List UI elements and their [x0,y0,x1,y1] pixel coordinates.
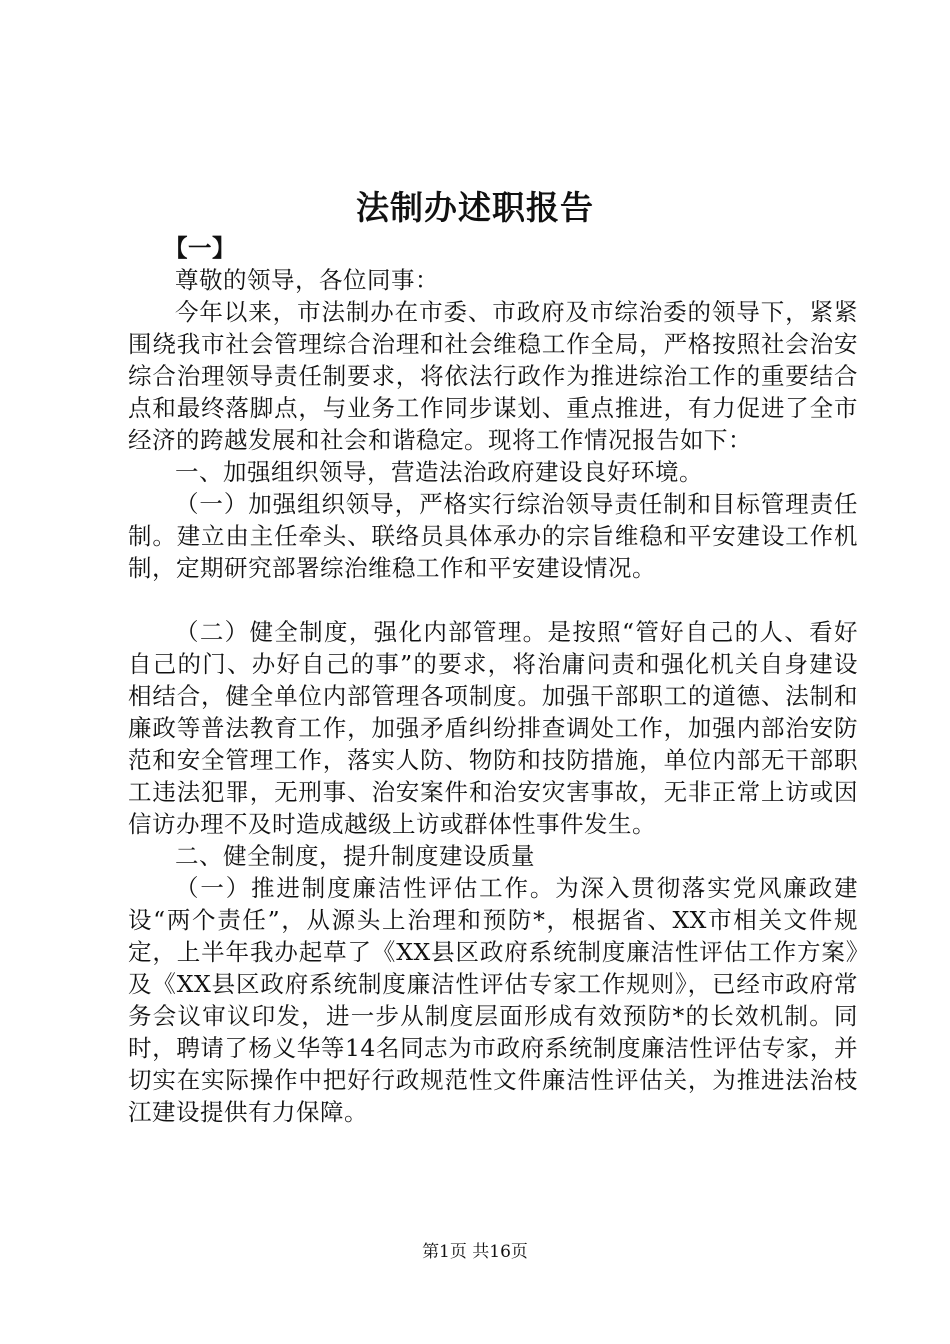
paragraph-1-2: （二）健全制度，强化内部管理。是按照“管好自己的人、看好自己的门、办好自己的事”的要求，将治庸问责和强化机关自身建设相结合，健全单位内部管理各项制度。加强干部职工的道德、法制和廉政等普法教育工作，加强矛盾纠纷排查调处工作，加强内部治安防范和安全管理工作，落实人防、物防和技防措施，单位内部无干部职工违法犯罪，无刑事、治安案件和治安灾害事故，无非正常上访或因信访办理不及时造成越级上访或群体性事件发生。 [128,618,858,838]
paragraph-2-1: （一）推进制度廉洁性评估工作。为深入贯彻落实党风廉政建设“两个责任”，从源头上治理和预防*，根据省、XX市相关文件规定，上半年我办起草了《XX县区政府系统制度廉洁性评估工作方案》及《XX县区政府系统制度廉洁性评估专家工作规则》，已经市政府常务会议审议印发，进一步从制度层面形成有效预防*的长效机制。同时，聘请了杨义华等14名同志为市政府系统制度廉洁性评估专家，并切实在实际操作中把好行政规范性文件廉洁性评估关，为推进法治枝江建设提供有力保障。 [128,874,858,1126]
paragraph-intro: 今年以来，市法制办在市委、市政府及市综治委的领导下，紧紧围绕我市社会管理综合治理和社会维稳工作全局，严格按照社会治安综合治理领导责任制要求，将依法行政作为推进综治工作的重要结合点和最终落脚点，与业务工作同步谋划、重点推进，有力促进了全市经济的跨越发展和社会和谐稳定。现将工作情况报告如下： [128,298,858,454]
section-marker: 【一】 [164,234,236,262]
heading-section-1: 一、加强组织领导，营造法治政府建设良好环境。 [175,458,703,486]
paragraph-1-1: （一）加强组织领导，严格实行综治领导责任制和目标管理责任制。建立由主任牵头、联络员具体承办的宗旨维稳和平安建设工作机制，定期研究部署综治维稳工作和平安建设情况。 [128,490,858,582]
page-number-footer: 第1页 共16页 [422,1242,528,1262]
paragraph-gap [128,584,858,616]
heading-section-2: 二、健全制度，提升制度建设质量 [175,842,535,870]
salutation: 尊敬的领导，各位同事： [175,266,439,294]
page-title: 法制办述职报告 [356,188,594,227]
document-body [128,232,858,1128]
